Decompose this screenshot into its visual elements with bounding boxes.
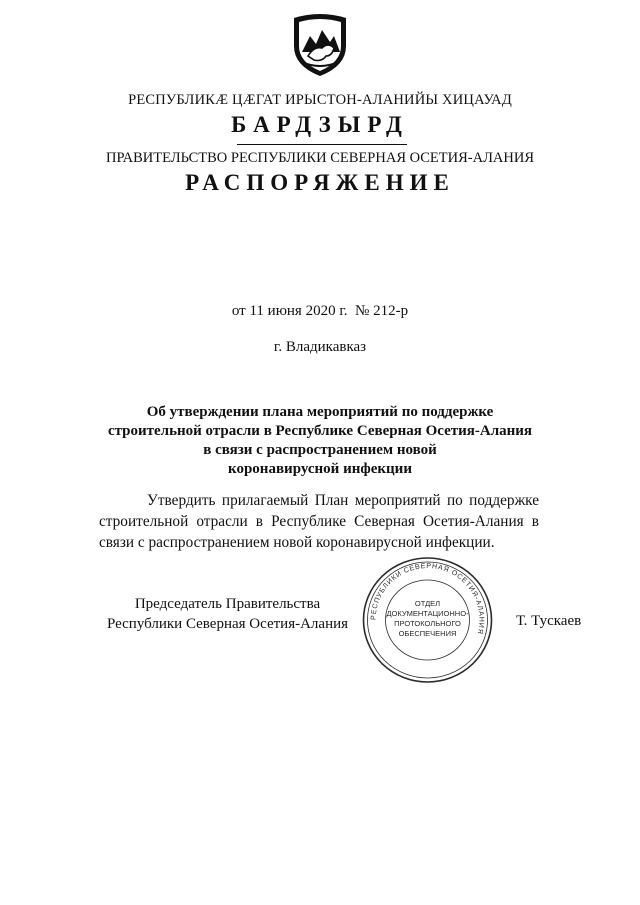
doc-type-russian: РАСПОРЯЖЕНИЕ (185, 170, 455, 195)
position-line: Председатель Правительства (134, 596, 321, 612)
title-line: коронавирусной инфекции (228, 461, 412, 477)
doc-type-ossetian: БАРДЗЫРД (231, 112, 409, 137)
city: г. Владикавказ (273, 339, 367, 355)
body-paragraph: Утвердить прилагаемый План мероприятий по поддержке строительной отрасли в Республике Северная Осетия-Алания в связи с распространением новой коронавирусной инфекции. (99, 492, 539, 551)
org-name-russian: ПРАВИТЕЛЬСТВО РЕСПУБЛИКИ СЕВЕРНАЯ ОСЕТИЯ-АЛАНИЯ (105, 150, 535, 166)
signatory-position (100, 594, 355, 634)
document-title (0, 403, 640, 479)
signatory-name: Т. Тускаев (516, 613, 582, 629)
official-stamp (360, 555, 495, 685)
stamp-ring-text: РЕСПУБЛИКИ СЕВЕРНАЯ ОСЕТИЯ-АЛАНИЯ (370, 562, 485, 636)
stamp-center-line: ДОКУМЕНТАЦИОННО- (386, 609, 469, 618)
title-line: строительной отрасли в Республике Северная Осетия-Алания (107, 423, 533, 439)
org-name-ossetian: РЕСПУБЛИКÆ ЦÆГАТ ИРЫСТОН-АЛАНИЙЫ ХИЦАУАД (128, 92, 512, 108)
date-number: от 11 июня 2020 г. № 212-р (231, 303, 409, 319)
header-divider (237, 144, 407, 145)
position-line: Республики Северная Осетия-Алания (106, 616, 349, 632)
title-line: в связи с распространением новой (203, 442, 437, 458)
title-line: Об утверждении плана мероприятий по поддержке (146, 404, 494, 420)
stamp-center-line: ОБЕСПЕЧЕНИЯ (398, 629, 457, 638)
stamp-center-line: ОТДЕЛ (414, 599, 441, 608)
stamp-center-line: ПРОТОКОЛЬНОГО (394, 619, 461, 628)
emblem-icon (288, 12, 352, 78)
